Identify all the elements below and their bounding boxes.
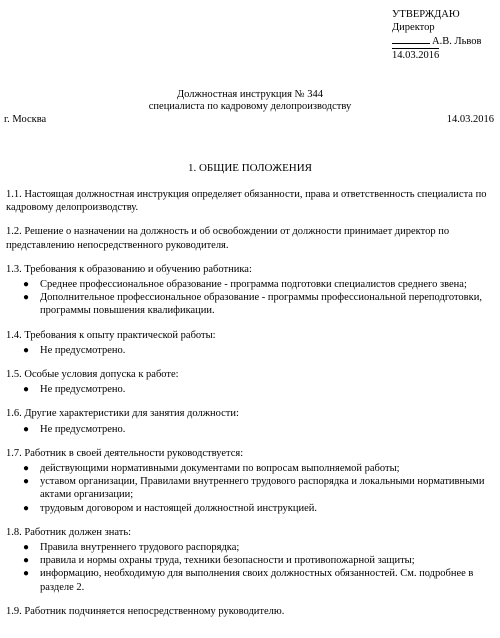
approval-date: 14.03.2016: [392, 50, 440, 61]
bullet-list: [6, 423, 492, 436]
document-title-line2: специалиста по кадровому делопроизводству: [148, 101, 352, 112]
list-item: [6, 278, 492, 291]
bullet-icon: ●: [23, 568, 30, 580]
paragraph: [6, 188, 492, 214]
bullet-list: [6, 278, 492, 318]
paragraph-text: 1.1. Настоящая должностная инструкция определяет обязанности, права и ответственность специалиста по кадровому делопроизводству.: [6, 189, 487, 214]
paragraph-text: 1.2. Решение о назначении на должность и об освобождении от должности принимает директор по представлению непосредственного руководителя.: [6, 226, 450, 251]
list-item-text: действующими нормативными документами по вопросам выполняемой работы;: [40, 463, 400, 475]
paragraph: [6, 407, 492, 435]
bullet-list: [6, 541, 492, 594]
list-item: [6, 567, 492, 593]
document-title-line1: Должностная инструкция № 344: [176, 89, 324, 100]
document-date: 14.03.2016: [446, 114, 494, 125]
bullet-icon: ●: [23, 542, 30, 554]
bullet-icon: ●: [23, 423, 30, 435]
paragraph-text: 1.5. Особые условия допуска к работе:: [6, 369, 179, 381]
list-item-text: информацию, необходимую для выполнения своих должностных обязанностей. См. подробнее в разделе 2.: [40, 568, 474, 593]
list-item: [6, 383, 492, 396]
bullet-icon: ●: [23, 344, 30, 356]
list-item-text: Не предусмотрено.: [40, 384, 126, 396]
paragraph-text: 1.8. Работник должен знать:: [6, 526, 132, 538]
bullet-icon: ●: [23, 292, 30, 304]
signature-line: [392, 34, 430, 44]
paragraph: [6, 329, 492, 357]
list-item: [6, 291, 492, 317]
approval-position: Директор: [392, 22, 435, 33]
paragraph: [6, 368, 492, 396]
bullet-icon: ●: [23, 476, 30, 488]
list-item-text: Среднее профессиональное образование - программа подготовки специалистов среднего звена;: [40, 279, 467, 291]
approval-signature-row: [392, 34, 496, 48]
paragraph-text: 1.4. Требования к опыту практической работы:: [6, 329, 216, 341]
bullet-list: [6, 344, 492, 357]
list-item-text: трудовым договором и настоящей должностной инструкцией.: [40, 502, 318, 514]
paragraph-text: 1.9. Работник подчиняется непосредственному руководителю.: [6, 605, 285, 617]
paragraph-text: 1.7. Работник в своей деятельности руководствуется:: [6, 447, 244, 459]
list-item: [6, 475, 492, 501]
list-item-text: Правила внутреннего трудового распорядка;: [40, 542, 240, 554]
paragraph: [6, 605, 492, 618]
section-title: 1. ОБЩИЕ ПОЛОЖЕНИЯ: [187, 162, 313, 174]
paragraph: [6, 263, 492, 318]
bullet-icon: ●: [23, 384, 30, 396]
paragraph: [6, 526, 492, 594]
bullet-icon: ●: [23, 502, 30, 514]
bullet-list: [6, 383, 492, 396]
paragraph: [6, 225, 492, 251]
approval-name: А.В. Львов: [432, 36, 482, 47]
list-item: [6, 423, 492, 436]
list-item-text: Не предусмотрено.: [40, 423, 126, 435]
approval-heading: УТВЕРЖДАЮ: [392, 9, 460, 20]
bullet-list: [6, 462, 492, 515]
list-item: [6, 541, 492, 554]
paragraph: [6, 447, 492, 515]
list-item-text: Не предусмотрено.: [40, 344, 126, 356]
list-item-text: правила и нормы охраны труда, техники безопасности и противопожарной защиты;: [40, 555, 415, 567]
list-item-text: Дополнительное профессиональное образование - программы профессиональной переподготовки, программы повышения квалификации.: [40, 292, 482, 317]
list-item: [6, 462, 492, 475]
paragraph-text: 1.6. Другие характеристики для занятия должности:: [6, 408, 239, 420]
list-item: [6, 554, 492, 567]
paragraph-text: 1.3. Требования к образованию и обучению работника:: [6, 263, 252, 275]
bullet-icon: ●: [23, 555, 30, 567]
city: г. Москва: [4, 114, 47, 125]
list-item: [6, 502, 492, 515]
city-date-row: [4, 113, 494, 126]
list-item-text: уставом организации, Правилами внутреннего трудового распорядка и локальными нормативными актами организации;: [40, 476, 485, 501]
approval-block: [392, 8, 496, 62]
bullet-icon: ●: [23, 279, 30, 291]
list-item: [6, 344, 492, 357]
section-content: [6, 188, 492, 629]
bullet-icon: ●: [23, 463, 30, 475]
